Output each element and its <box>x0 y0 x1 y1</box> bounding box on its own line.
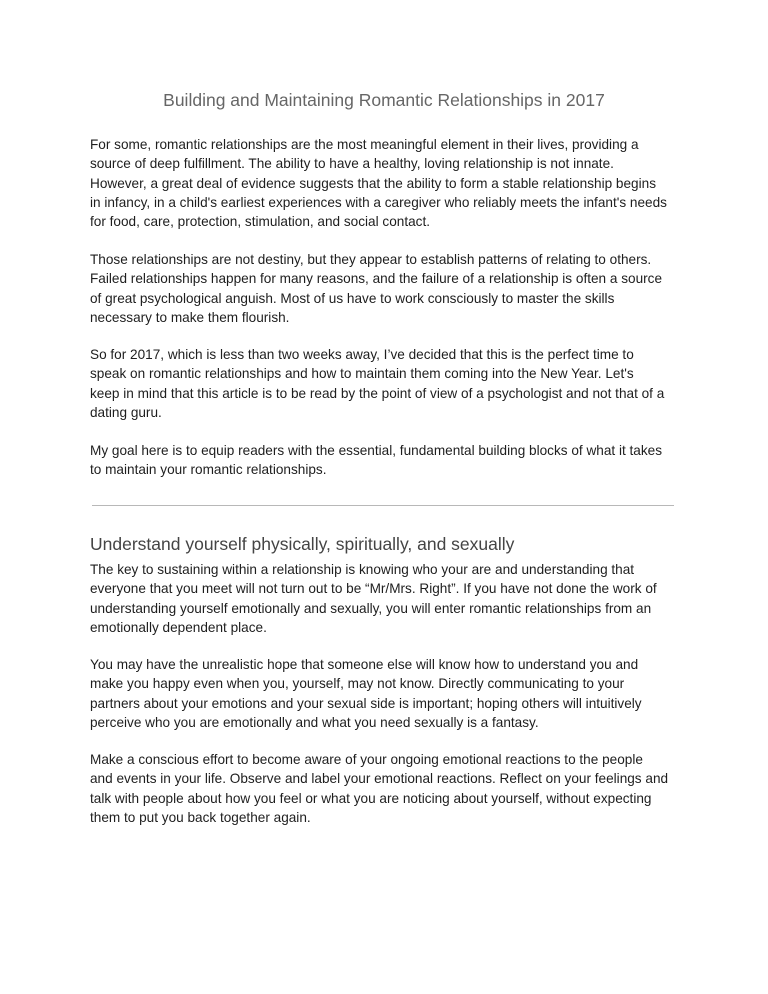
text-line: keep in mind that this article is to be read by the point of view of a psychologist and not that of a <box>90 385 665 401</box>
text-line: necessary to make them flourish. <box>90 309 290 325</box>
text-line: partners about your emotions and your sexual side is important; hoping others will intuitively <box>90 695 642 711</box>
text-line: and events in your life. Observe and label your emotional reactions. Reflect on your feelings and <box>90 771 669 787</box>
section-paragraph-1 <box>90 560 690 637</box>
text-line: make you happy even when you, yourself, may not know. Directly communicating to your <box>90 676 625 692</box>
text-line: For some, romantic relationships are the most meaningful element in their lives, providing a <box>90 137 639 152</box>
text-line: them to put you back together again. <box>90 809 311 825</box>
intro-paragraph-1 <box>90 135 690 231</box>
text-line: Make a conscious effort to become aware of your ongoing emotional reactions to the people <box>90 752 643 767</box>
text-line: Failed relationships happen for many reasons, and the failure of a relationship is often a source <box>90 271 663 287</box>
section-divider <box>92 505 674 506</box>
text-line: You may have the unrealistic hope that someone else will know how to understand you and <box>90 657 639 672</box>
text-line: talk with people about how you feel or what you are noticing about yourself, without expecting <box>90 790 652 806</box>
text-line: Those relationships are not destiny, but they appear to establish patterns of relating to others. <box>90 252 652 267</box>
text-line: However, a great deal of evidence suggests that the ability to form a stable relationship begins <box>90 175 656 191</box>
text-line: to maintain your romantic relationships. <box>90 462 327 478</box>
text-line: dating guru. <box>90 404 162 420</box>
text-line: perceive who you are emotionally and what you need sexually is a fantasy. <box>90 714 539 730</box>
intro-paragraph-3 <box>90 345 690 422</box>
text-line: everyone that you meet will not turn out to be “Mr/Mrs. Right”. If you have not done the work of <box>90 581 657 597</box>
text-line: So for 2017, which is less than two weeks away, I’ve decided that this is the perfect time to <box>90 347 634 362</box>
section-heading: Understand yourself physically, spiritually, and sexually <box>90 534 515 554</box>
intro-paragraph-2 <box>90 250 690 327</box>
text-line: for food, care, protection, stimulation, and social contact. <box>90 214 431 230</box>
section-paragraph-2 <box>90 655 690 732</box>
text-line: source of deep fulfillment. The ability to have a healthy, loving relationship is not innate. <box>90 156 614 172</box>
text-line: understanding yourself emotionally and sexually, you will enter romantic relationships from an <box>90 600 652 616</box>
text-line: of great psychological anguish. Most of us have to work consciously to master the skills <box>90 290 615 306</box>
section-paragraph-3 <box>90 750 690 827</box>
text-line: in infancy, in a child's earliest experiences with a caregiver who reliably meets the infant's needs <box>90 194 667 210</box>
text-line: speak on romantic relationships and how to maintain them coming into the New Year. Let's <box>90 366 634 382</box>
text-line: My goal here is to equip readers with the essential, fundamental building blocks of what it takes <box>90 443 663 458</box>
document-title: Building and Maintaining Romantic Relationships in 2017 <box>163 90 605 110</box>
text-line: emotionally dependent place. <box>90 619 267 635</box>
text-line: The key to sustaining within a relationship is knowing who your are and understanding that <box>90 562 635 577</box>
intro-paragraph-4 <box>90 441 690 480</box>
